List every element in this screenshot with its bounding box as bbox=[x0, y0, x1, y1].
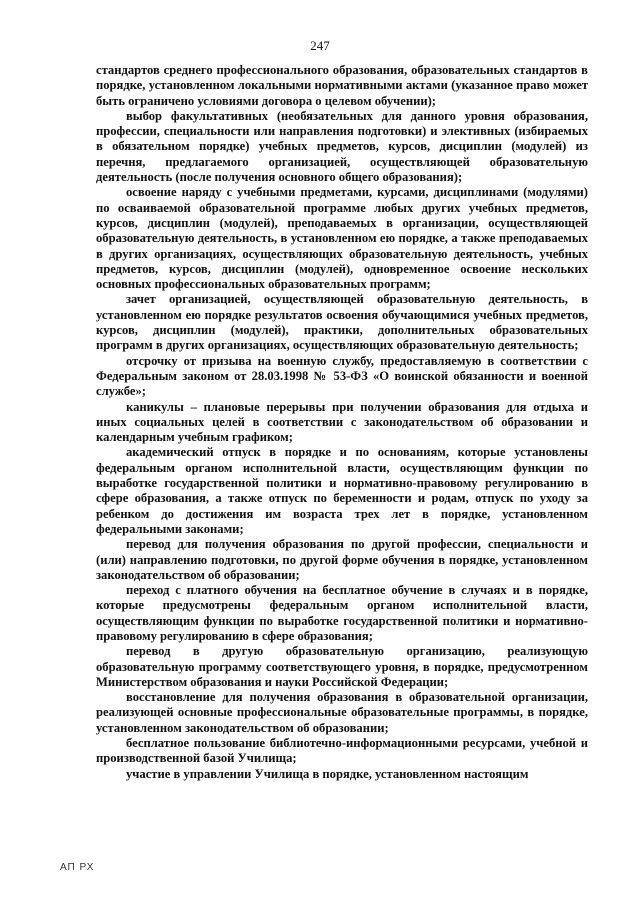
paragraph: переход с платного обучения на бесплатное обучение в случаях и в порядке, которые предусмотрены федеральным органом исполнительной власти, осуществляющим функции по выработке государственной политики и нормативно-правовому регулированию в сфере образования; bbox=[96, 583, 588, 643]
paragraph: перевод для получения образования по другой профессии, специальности и (или) направлению подготовки, по другой форме обучения в порядке, установленном законодательством об образовании; bbox=[96, 537, 588, 582]
paragraph: выбор факультативных (необязательных для данного уровня образования, профессии, специальности или направления подготовки) и элективных (избираемых в обязательном порядке) учебных предметов, курсов, дисциплин (модулей) из перечня, предлагаемого организацией, осуществляющей образовательную деятельность (после получения основного общего образования); bbox=[96, 108, 588, 185]
document-body bbox=[96, 63, 588, 782]
paragraph: каникулы – плановые перерывы при получении образования для отдыха и иных социальных целей в соответствии с законодательством об образовании и календарным учебным графиком; bbox=[96, 399, 588, 445]
paragraph: перевод в другую образовательную организацию, реализующую образовательную программу соответствующего уровня, в порядке, предусмотренном Министерством образования и науки Российской Федерации; bbox=[96, 644, 588, 689]
page-number: 247 bbox=[310, 38, 330, 53]
paragraph: стандартов среднего профессионального образования, образовательных стандартов в порядке, установленном локальными нормативными актами (указанное право может быть ограничено условиями договора о целевом обучении); bbox=[96, 63, 588, 108]
paragraph: участие в управлении Училища в порядке, установленном настоящим bbox=[126, 766, 529, 781]
paragraph: освоение наряду с учебными предметами, курсами, дисциплинами (модулями) по осваиваемой образовательной программе любых других учебных предметов, курсов, дисциплин (модулей), преподаваемых в организации, осуществляющей образовательную деятельность, в установленном ею порядке, а также преподаваемых в других организациях, осуществляющих образовательную деятельность, учебных предметов, курсов, дисциплин (модулей), одновременное освоение нескольких основных профессиональных образовательных программ; bbox=[96, 185, 588, 292]
paragraph: зачет организацией, осуществляющей образовательную деятельность, в установленном ею порядке результатов освоения обучающимися учебных предметов, курсов, дисциплин (модулей), практики, дополнительных образовательных программ в других организациях, осуществляющих образовательную деятельность; bbox=[96, 292, 588, 353]
paragraph: восстановление для получения образования в образовательной организации, реализующей основные профессиональные образовательные программы, в порядке, установленном законодательством об образовании; bbox=[96, 690, 588, 735]
footer-mark: АП РХ bbox=[60, 862, 95, 873]
paragraph: отсрочку от призыва на военную службу, предоставляемую в соответствии с Федеральным законом от 28.03.1998 № 53-ФЗ «О воинской обязанности и военной службе»; bbox=[96, 353, 588, 399]
paragraph: академический отпуск в порядке и по основаниям, которые установлены федеральным органом исполнительной власти, осуществляющим функции по выработке государственной политики и нормативно-правовому регулированию в сфере образования, а также отпуск по беременности и родам, отпуск по уходу за ребенком до достижения им возраста трех лет в порядке, установленном федеральными законами; bbox=[96, 445, 588, 536]
paragraph: бесплатное пользование библиотечно-информационными ресурсами, учебной и производственной базой Училища; bbox=[96, 736, 588, 766]
